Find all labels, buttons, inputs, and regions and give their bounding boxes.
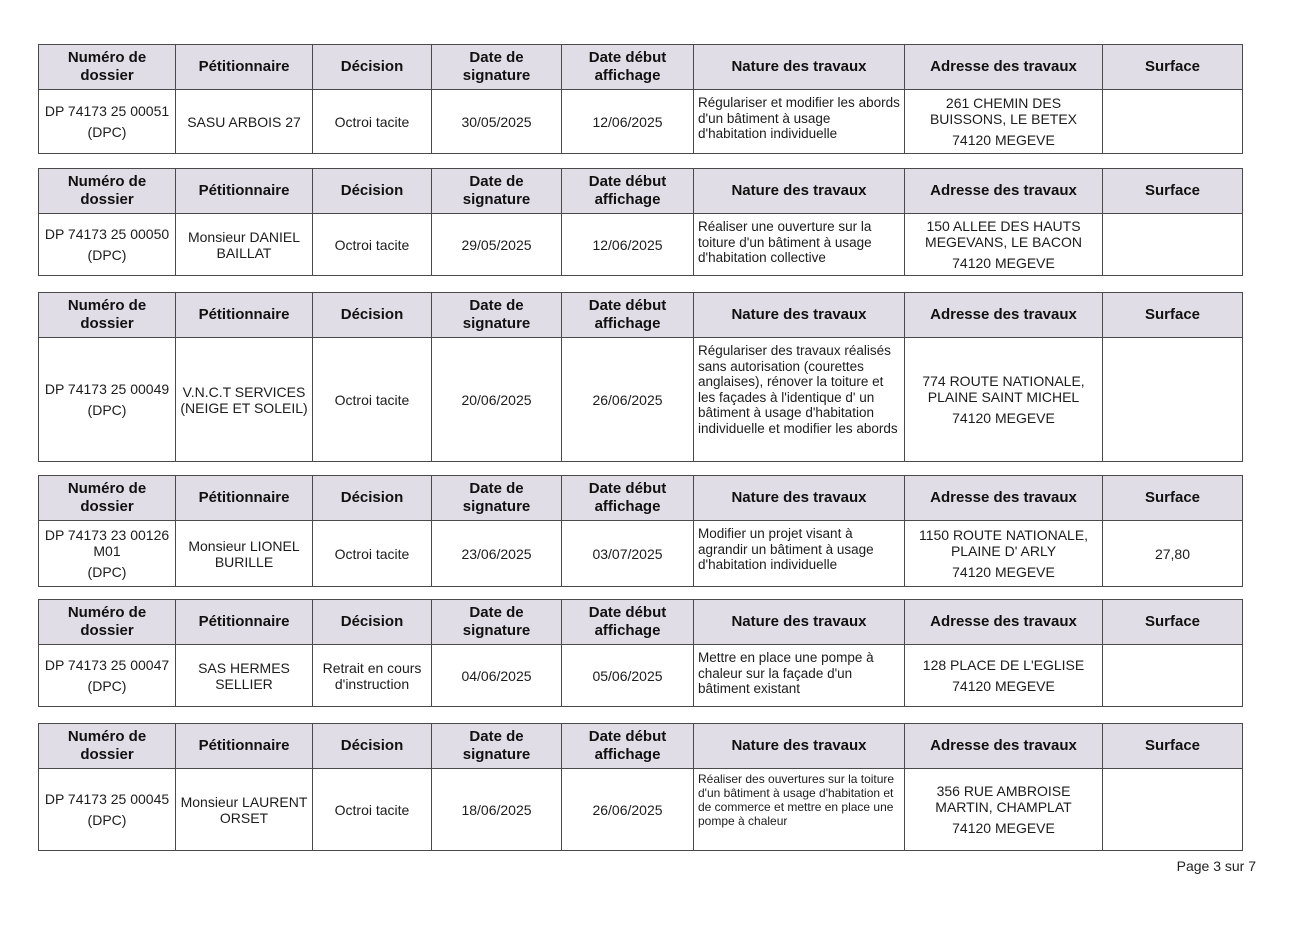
header-nature: Nature des travaux — [694, 169, 905, 214]
address-city: 74120 MEGEVE — [952, 410, 1055, 426]
header-dossier: Numéro de dossier — [39, 169, 176, 214]
record-table — [38, 475, 1243, 587]
header-adresse: Adresse des travaux — [905, 293, 1103, 338]
cell-date-signature: 29/05/2025 — [432, 214, 562, 276]
cell-decision: Retrait en cours d'instruction — [313, 645, 432, 707]
cell-surface: 27,80 — [1103, 521, 1243, 587]
header-nature: Nature des travaux — [694, 600, 905, 645]
address-street: 261 CHEMIN DES BUISSONS, LE BETEX — [929, 95, 1078, 127]
dossier-type: (DPC) — [87, 402, 127, 418]
header-date-signature: Date de signature — [432, 476, 562, 521]
address-street: 150 ALLEE DES HAUTS MEGEVANS, LE BACON — [925, 218, 1082, 250]
header-adresse: Adresse des travaux — [905, 45, 1103, 90]
header-date-affichage: Date début affichage — [562, 293, 694, 338]
cell-adresse — [905, 769, 1103, 851]
cell-nature: Réaliser des ouvertures sur la toiture d'un bâtiment à usage d'habitation et de commerce et mettre en place une pompe à chaleur — [694, 769, 905, 851]
cell-surface — [1103, 645, 1243, 707]
table-row — [39, 90, 1243, 154]
table-row — [39, 521, 1243, 587]
address-street: 1150 ROUTE NATIONALE, PLAINE D' ARLY — [918, 527, 1089, 559]
address-city: 74120 MEGEVE — [952, 132, 1055, 148]
header-surface: Surface — [1103, 169, 1243, 214]
cell-decision: Octroi tacite — [313, 338, 432, 462]
cell-dossier — [39, 769, 176, 851]
dossier-number: DP 74173 25 00045 — [44, 791, 170, 807]
header-nature: Nature des travaux — [694, 476, 905, 521]
address-city: 74120 MEGEVE — [952, 255, 1055, 271]
table-row — [39, 338, 1243, 462]
dossier-number: DP 74173 25 00051 — [44, 103, 170, 119]
header-date-affichage: Date début affichage — [562, 724, 694, 769]
cell-date-signature: 18/06/2025 — [432, 769, 562, 851]
cell-nature: Mettre en place une pompe à chaleur sur la façade d'un bâtiment existant — [694, 645, 905, 707]
cell-date-affichage: 26/06/2025 — [562, 338, 694, 462]
table-row — [39, 769, 1243, 851]
cell-date-affichage: 12/06/2025 — [562, 214, 694, 276]
header-date-signature: Date de signature — [432, 724, 562, 769]
header-date-affichage: Date début affichage — [562, 169, 694, 214]
cell-surface — [1103, 214, 1243, 276]
address-city: 74120 MEGEVE — [952, 678, 1055, 694]
cell-surface — [1103, 338, 1243, 462]
header-adresse: Adresse des travaux — [905, 476, 1103, 521]
cell-adresse — [905, 90, 1103, 154]
address-street: 356 RUE AMBROISE MARTIN, CHAMPLAT — [935, 783, 1072, 815]
header-dossier: Numéro de dossier — [39, 476, 176, 521]
cell-nature: Modifier un projet visant à agrandir un bâtiment à usage d'habitation individuelle — [694, 521, 905, 587]
cell-decision: Octroi tacite — [313, 769, 432, 851]
header-dossier: Numéro de dossier — [39, 45, 176, 90]
header-petitionnaire: Pétitionnaire — [176, 169, 313, 214]
cell-dossier — [39, 521, 176, 587]
cell-date-signature: 20/06/2025 — [432, 338, 562, 462]
cell-petitionnaire: Monsieur LAURENT ORSET — [176, 769, 313, 851]
header-adresse: Adresse des travaux — [905, 724, 1103, 769]
record-table — [38, 44, 1243, 154]
header-decision: Décision — [313, 45, 432, 90]
address-city: 74120 MEGEVE — [952, 820, 1055, 836]
cell-dossier — [39, 645, 176, 707]
cell-adresse — [905, 645, 1103, 707]
header-petitionnaire: Pétitionnaire — [176, 293, 313, 338]
header-petitionnaire: Pétitionnaire — [176, 600, 313, 645]
cell-nature: Régulariser et modifier les abords d'un bâtiment à usage d'habitation individuelle — [694, 90, 905, 154]
header-date-signature: Date de signature — [432, 45, 562, 90]
header-date-affichage: Date début affichage — [562, 476, 694, 521]
header-decision: Décision — [313, 600, 432, 645]
header-row — [39, 724, 1243, 769]
header-nature: Nature des travaux — [694, 45, 905, 90]
cell-decision: Octroi tacite — [313, 90, 432, 154]
address-street: 128 PLACE DE L'EGLISE — [922, 657, 1085, 673]
dossier-type: (DPC) — [87, 812, 127, 828]
header-nature: Nature des travaux — [694, 724, 905, 769]
header-surface: Surface — [1103, 724, 1243, 769]
header-dossier: Numéro de dossier — [39, 293, 176, 338]
header-row — [39, 293, 1243, 338]
header-decision: Décision — [313, 724, 432, 769]
header-date-affichage: Date début affichage — [562, 45, 694, 90]
record-table — [38, 168, 1243, 276]
cell-petitionnaire: SAS HERMES SELLIER — [176, 645, 313, 707]
dossier-type: (DPC) — [87, 247, 127, 263]
header-petitionnaire: Pétitionnaire — [176, 476, 313, 521]
cell-dossier — [39, 338, 176, 462]
header-date-affichage: Date début affichage — [562, 600, 694, 645]
cell-nature: Régulariser des travaux réalisés sans autorisation (courettes anglaises), rénover la toiture et les façades à l'identique d' un bâtiment à usage d'habitation individuelle et modifier les abords — [694, 338, 905, 462]
header-surface: Surface — [1103, 293, 1243, 338]
header-nature: Nature des travaux — [694, 293, 905, 338]
cell-nature: Réaliser une ouverture sur la toiture d'un bâtiment à usage d'habitation collective — [694, 214, 905, 276]
cell-adresse — [905, 521, 1103, 587]
header-row — [39, 476, 1243, 521]
cell-date-affichage: 05/06/2025 — [562, 645, 694, 707]
cell-petitionnaire: Monsieur DANIEL BAILLAT — [176, 214, 313, 276]
cell-date-affichage: 03/07/2025 — [562, 521, 694, 587]
record-table — [38, 599, 1243, 707]
cell-petitionnaire: SASU ARBOIS 27 — [176, 90, 313, 154]
dossier-type: (DPC) — [87, 564, 127, 580]
header-surface: Surface — [1103, 600, 1243, 645]
dossier-number: DP 74173 23 00126 M01 — [44, 527, 170, 559]
cell-petitionnaire: V.N.C.T SERVICES (NEIGE ET SOLEIL) — [176, 338, 313, 462]
cell-date-signature: 23/06/2025 — [432, 521, 562, 587]
cell-dossier — [39, 90, 176, 154]
header-petitionnaire: Pétitionnaire — [176, 45, 313, 90]
header-row — [39, 45, 1243, 90]
address-city: 74120 MEGEVE — [952, 564, 1055, 580]
cell-date-signature: 04/06/2025 — [432, 645, 562, 707]
header-decision: Décision — [313, 169, 432, 214]
cell-date-affichage: 26/06/2025 — [562, 769, 694, 851]
cell-decision: Octroi tacite — [313, 521, 432, 587]
cell-adresse — [905, 214, 1103, 276]
cell-date-affichage: 12/06/2025 — [562, 90, 694, 154]
header-dossier: Numéro de dossier — [39, 600, 176, 645]
dossier-number: DP 74173 25 00049 — [44, 381, 170, 397]
header-decision: Décision — [313, 476, 432, 521]
dossier-type: (DPC) — [87, 124, 127, 140]
header-adresse: Adresse des travaux — [905, 169, 1103, 214]
cell-surface — [1103, 90, 1243, 154]
cell-surface — [1103, 769, 1243, 851]
cell-date-signature: 30/05/2025 — [432, 90, 562, 154]
header-row — [39, 600, 1243, 645]
header-row — [39, 169, 1243, 214]
table-row — [39, 214, 1243, 276]
address-street: 774 ROUTE NATIONALE, PLAINE SAINT MICHEL — [922, 373, 1085, 405]
cell-adresse — [905, 338, 1103, 462]
cell-decision: Octroi tacite — [313, 214, 432, 276]
header-date-signature: Date de signature — [432, 293, 562, 338]
header-dossier: Numéro de dossier — [39, 724, 176, 769]
dossier-type: (DPC) — [87, 678, 127, 694]
header-surface: Surface — [1103, 476, 1243, 521]
record-table — [38, 723, 1243, 851]
record-table — [38, 292, 1243, 462]
header-decision: Décision — [313, 293, 432, 338]
page-number: Page 3 sur 7 — [1176, 858, 1256, 874]
header-petitionnaire: Pétitionnaire — [176, 724, 313, 769]
cell-dossier — [39, 214, 176, 276]
header-adresse: Adresse des travaux — [905, 600, 1103, 645]
dossier-number: DP 74173 25 00047 — [44, 657, 170, 673]
header-surface: Surface — [1103, 45, 1243, 90]
header-date-signature: Date de signature — [432, 169, 562, 214]
header-date-signature: Date de signature — [432, 600, 562, 645]
table-row — [39, 645, 1243, 707]
dossier-number: DP 74173 25 00050 — [44, 226, 170, 242]
cell-petitionnaire: Monsieur LIONEL BURILLE — [176, 521, 313, 587]
